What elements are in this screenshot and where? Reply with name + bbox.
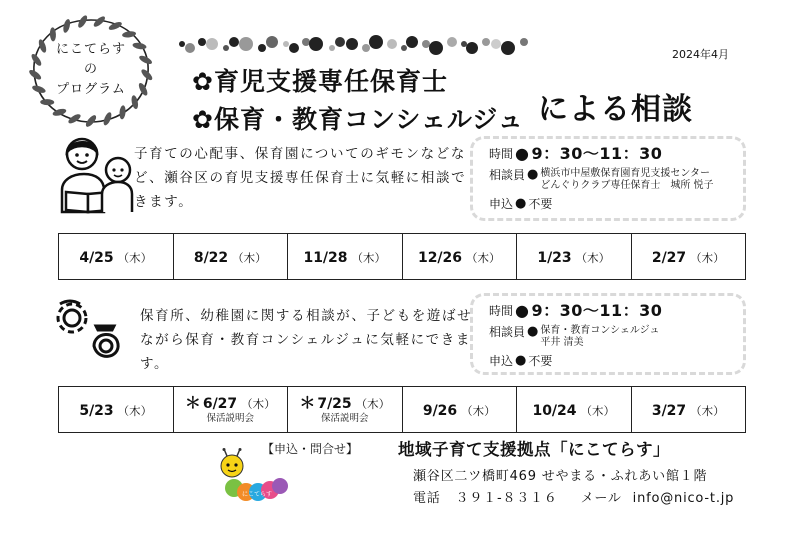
schedule-weekday: （木）	[466, 251, 501, 265]
schedule-cell	[517, 234, 632, 280]
section1-schedule	[58, 233, 746, 280]
decorative-dot	[258, 44, 266, 52]
schedule-weekday: （木）	[351, 251, 387, 265]
decorative-dot	[223, 45, 229, 51]
decorative-dot	[198, 38, 206, 46]
bullet-icon: ●	[515, 301, 530, 320]
schedule-date: 1/23	[537, 250, 572, 266]
decorative-dots	[176, 30, 536, 60]
decorative-dot	[206, 38, 218, 50]
decorative-dot	[309, 37, 323, 51]
decorative-dot	[447, 37, 457, 47]
logo-text: にこてらす	[242, 491, 273, 498]
schedule-cell	[288, 387, 403, 433]
schedule-date: 12/26	[417, 250, 463, 266]
toy-rings-icon	[56, 296, 134, 368]
schedule-cell	[402, 387, 517, 433]
decorative-dot	[491, 39, 501, 49]
schedule-cell	[59, 234, 174, 280]
decorative-dot	[335, 37, 345, 47]
phone-number: ３９１-８３１６	[455, 491, 558, 506]
phone-label: 電話	[413, 491, 441, 506]
schedule-weekday: （木）	[117, 251, 153, 265]
email-address: info@nico-t.jp	[632, 491, 735, 506]
decorative-dot	[520, 38, 528, 46]
decorative-dot	[466, 42, 478, 54]
schedule-cell	[173, 387, 288, 433]
section1-apply: 不要	[528, 197, 553, 211]
section1-staff-line-2: どんぐりクラブ専任保育士 城所 悦子	[540, 180, 714, 191]
decorative-dot	[179, 41, 185, 47]
staff-label: 相談員	[489, 168, 526, 182]
issue-date: 2024年4月	[672, 48, 729, 61]
staff-label: 相談員	[489, 325, 526, 339]
section2-staff-line-1: 保育・教育コンシェルジュ	[540, 325, 660, 336]
title-line-1: ✿育児支援専任保育士	[192, 67, 448, 96]
decorative-dot	[302, 38, 310, 46]
section2-time: 9：30～11：30	[531, 301, 663, 320]
schedule-date: 6/27	[202, 395, 238, 412]
section2-staff	[540, 323, 659, 349]
section1-description: 子育ての心配事、保育園についてのギモンなどなど、瀬谷区の育児支援専任保育士に気軽に相談できます。	[134, 146, 467, 210]
decorative-dot	[401, 45, 407, 51]
schedule-weekday: （木）	[117, 404, 153, 418]
decorative-dot	[362, 44, 370, 52]
decorative-dot	[501, 41, 515, 55]
section2-apply-row	[489, 352, 743, 370]
contact-address: 瀬谷区二ツ橋町469 せやまる・ふれあい館１階	[413, 469, 708, 484]
schedule-cell	[631, 387, 746, 433]
section2-schedule	[58, 386, 746, 433]
contact-phone-line	[413, 487, 734, 506]
schedule-note: 保活説明会	[206, 412, 254, 424]
schedule-date: 4/25	[79, 250, 114, 266]
section2-staff-row	[489, 323, 743, 349]
section1-apply-row	[489, 195, 743, 213]
section1-info-box	[470, 136, 746, 221]
apply-label: 申込	[489, 197, 514, 211]
schedule-date: 5/23	[79, 403, 114, 419]
bullet-icon: ●	[515, 196, 527, 211]
badge-line-2: の	[83, 62, 98, 77]
schedule-date: 2/27	[651, 250, 687, 266]
schedule-date: 3/27	[651, 403, 687, 419]
schedule-cell	[288, 234, 403, 280]
decorative-dot	[346, 38, 358, 50]
badge-line-3: プログラム	[56, 82, 126, 97]
bullet-icon: ●	[527, 167, 539, 182]
schedule-date: 9/26	[422, 403, 458, 419]
badge-line-1: にこてらす	[55, 42, 126, 57]
contact-organization: 地域子育て支援拠点「にこてらす」	[398, 440, 670, 459]
section2-apply: 不要	[528, 354, 553, 368]
time-label: 時間	[489, 147, 514, 161]
section1-staff-line-1: 横浜市中屋敷保育園育児支援センター	[540, 168, 710, 179]
schedule-weekday: （木）	[690, 251, 725, 265]
decorative-dot	[429, 41, 443, 55]
schedule-cell	[173, 234, 288, 280]
schedule-date: 10/24	[532, 403, 577, 419]
decorative-dot	[329, 45, 335, 51]
schedule-weekday: （木）	[575, 251, 611, 265]
title-line-2: ✿保育・教育コンシェルジュ	[192, 105, 524, 134]
decorative-dot	[406, 36, 418, 48]
section2-description: 保育所、幼稚園に関する相談が、子どもを遊ばせながら保育・教育コンシェルジュに気軽にできます。	[140, 308, 473, 372]
schedule-note: 保活説明会	[320, 412, 369, 424]
decorative-dot	[369, 35, 383, 49]
decorative-dot	[422, 40, 430, 48]
bullet-icon: ●	[515, 353, 527, 368]
section1-time-row	[489, 145, 743, 163]
decorative-dot	[266, 36, 278, 48]
mail-label: メール	[580, 491, 622, 506]
schedule-cell	[59, 387, 174, 433]
schedule-cell	[631, 234, 746, 280]
asterisk-mark: ＊	[299, 392, 316, 412]
section1-time: 9：30～11：30	[531, 144, 663, 163]
schedule-weekday: （木）	[461, 404, 496, 418]
apply-label: 申込	[489, 354, 514, 368]
decorative-dot	[229, 37, 239, 47]
schedule-weekday: （木）	[690, 404, 725, 418]
leaf-shape	[119, 105, 126, 120]
schedule-date: 8/22	[193, 250, 229, 266]
schedule-weekday: （木）	[232, 251, 267, 265]
decorative-dot	[239, 37, 253, 51]
time-label: 時間	[489, 304, 514, 318]
schedule-cell	[402, 234, 517, 280]
contact-label: 【申込・問合せ】	[262, 442, 359, 456]
section1-staff-row	[489, 166, 743, 192]
badge-text	[22, 40, 160, 100]
schedule-weekday: （木）	[241, 396, 276, 411]
decorative-dot	[283, 41, 289, 47]
schedule-date: 7/25	[317, 395, 352, 412]
schedule-weekday: （木）	[580, 404, 616, 418]
decorative-dot	[482, 38, 490, 46]
leaf-shape	[84, 114, 98, 129]
schedule-weekday: （木）	[355, 396, 391, 411]
decorative-dot	[387, 39, 397, 49]
asterisk-mark: ＊	[184, 392, 201, 412]
section2-info-box	[470, 293, 746, 375]
decorative-dot	[289, 43, 299, 53]
bullet-icon: ●	[527, 324, 539, 339]
section2-staff-line-2: 平井 清美	[540, 337, 584, 348]
schedule-date: 11/28	[303, 250, 348, 266]
bullet-icon: ●	[515, 144, 530, 163]
section2-time-row	[489, 302, 743, 320]
section1-staff	[540, 166, 713, 192]
title-line-3: による相談	[538, 92, 693, 127]
decorative-dot	[461, 41, 467, 47]
schedule-cell	[517, 387, 632, 433]
decorative-dot	[185, 43, 195, 53]
